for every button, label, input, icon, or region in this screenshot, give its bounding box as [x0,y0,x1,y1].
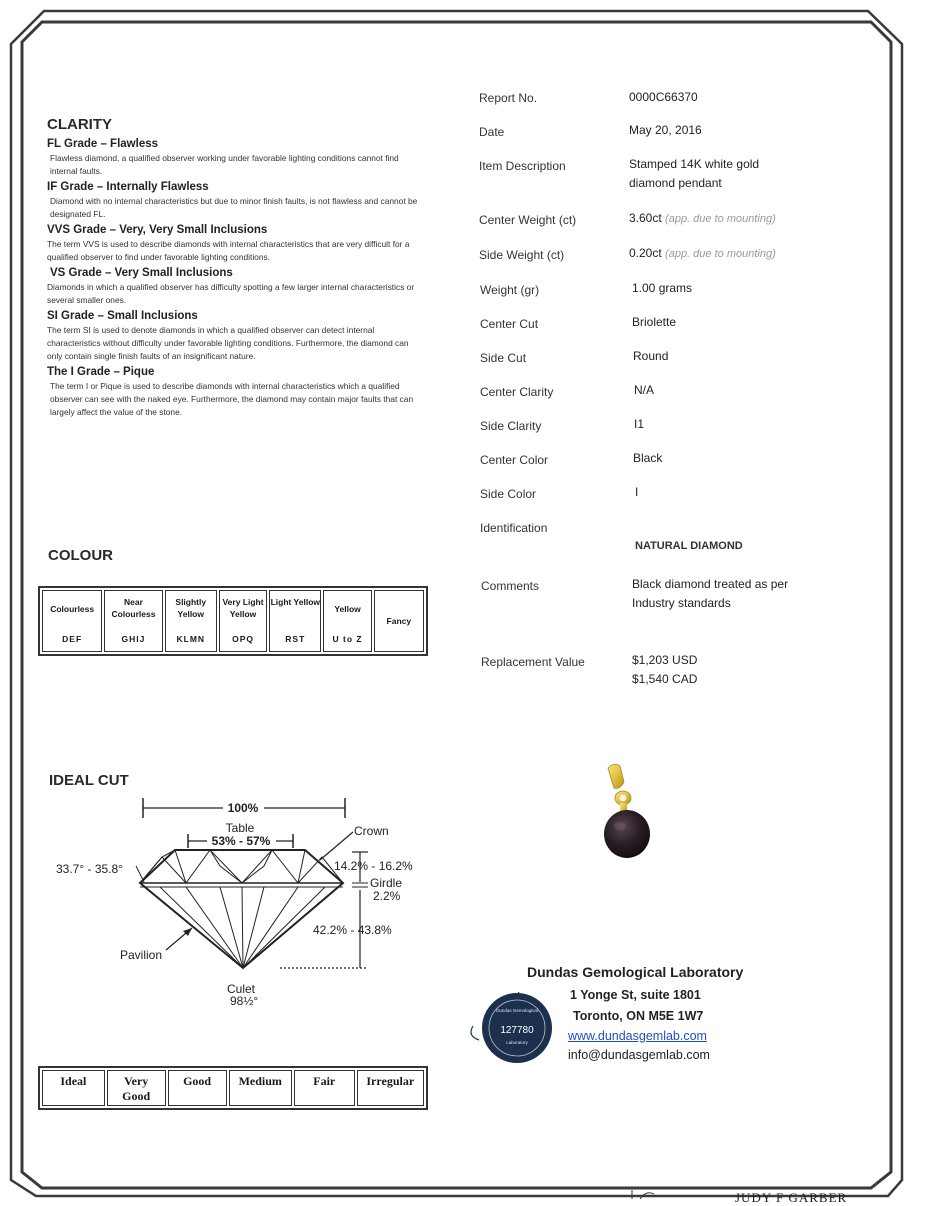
value-center-cut: Briolette [632,315,677,329]
value-center-weight: 3.60ct (app. due to mounting) [629,211,776,225]
colour-heading: COLOUR [48,547,113,564]
dim-pavilion-label: Pavilion [120,948,163,962]
grade-fl-title: FL Grade – Flawless [47,138,159,150]
cut-cell-irregular: Irregular [357,1070,424,1106]
label-center-cut: Center Cut [480,317,539,331]
colour-cell-slightly-yellow: Slightly Yellow KLMN [165,590,217,652]
seal-number: 127780 [500,1025,534,1036]
colour-cell-light-yellow: Light Yellow RST [269,590,321,652]
side-weight-note: (app. due to mounting) [665,248,776,260]
dim-culet-value: 98½° [230,994,259,1008]
value-replacement-usd: $1,203 USD [632,653,698,667]
value-date: May 20, 2016 [629,123,702,137]
colour-cell-very-light-yellow: Very Light Yellow OPQ [219,590,267,652]
colour-cell-near-colourless: Near Colourless GHIJ [104,590,162,652]
label-side-clarity: Side Clarity [480,419,542,433]
dim-crown-label: Crown [354,824,389,838]
label-comments: Comments [481,579,540,593]
label-weight-gr: Weight (gr) [480,283,540,297]
cut-cell-medium: Medium [229,1070,292,1106]
svg-text:Laboratory: Laboratory [506,1040,528,1045]
label-center-clarity: Center Clarity [480,385,554,399]
dim-crown-angle: 33.7° - 35.8° [56,862,123,876]
label-identification: Identification [480,521,548,535]
value-side-clarity: I1 [634,417,645,431]
ideal-cut-heading: IDEAL CUT [49,772,129,789]
value-center-clarity: N/A [634,383,655,397]
lab-name: Dundas Gemological Laboratory [527,964,744,980]
cut-cell-good: Good [168,1070,227,1106]
colour-cell-colourless: Colourless DEF [42,590,102,652]
signature-stroke [630,1190,660,1200]
grade-vs-title: VS Grade – Very Small Inclusions [50,267,233,279]
clarity-heading: CLARITY [47,116,112,133]
dim-girdle-value: 2.2% [373,889,401,903]
value-weight-gr: 1.00 grams [632,281,693,295]
value-report-no: 0000C66370 [629,90,698,104]
diamond-cut-diagram [40,790,440,1020]
dim-girdle-label: Girdle [370,876,403,890]
lab-email: info@dundasgemlab.com [568,1048,710,1062]
label-side-cut: Side Cut [480,351,527,365]
lab-address-line1: 1 Yonge St, suite 1801 [570,988,701,1002]
colour-cell-fancy: Fancy [374,590,424,652]
value-identification: NATURAL DIAMOND [635,540,743,552]
grade-vvs-desc: The term VVS is used to describe diamonds with internal characteristics that are very difficult for a qualified observer to find under favorable lighting conditions. [47,239,410,262]
lab-website-link[interactable]: www.dundasgemlab.com [568,1029,707,1043]
label-center-weight: Center Weight (ct) [479,213,577,227]
label-item-description: Item Description [479,159,566,173]
label-side-color: Side Color [480,487,537,501]
grade-si-desc: The term SI is used to denote diamonds in which a qualified observer can detect internal characteristics without difficulty under favorable lighting conditions. Furthermore, the diamond can only contain single finish faults of an insignificant nature. [47,325,409,361]
label-side-weight: Side Weight (ct) [479,248,565,262]
value-side-cut: Round [633,349,669,363]
value-comments: Black diamond treated as per Industry standards [632,577,789,610]
grade-si-title: SI Grade – Small Inclusions [47,310,198,322]
value-replacement-cad: $1,540 CAD [632,672,698,686]
label-replacement-value: Replacement Value [481,655,585,669]
cut-cell-ideal: Ideal [42,1070,105,1106]
value-side-weight: 0.20ct (app. due to mounting) [629,246,776,260]
colour-scale-table [38,586,428,656]
grade-vvs-title: VVS Grade – Very, Very Small Inclusions [47,224,268,236]
colour-cell-yellow: Yellow U to Z [323,590,371,652]
value-side-color: I [635,485,639,499]
cut-cell-fair: Fair [294,1070,355,1106]
value-item-description: Stamped 14K white gold diamond pendant [629,157,760,190]
grade-if-desc: Diamond with no internal characteristics but due to minor finish faults, is not flawless and cannot be designated FL. [50,196,418,219]
dim-culet-label: Culet [227,982,256,996]
grade-if-title: IF Grade – Internally Flawless [47,181,209,193]
dim-table-label: Table [225,821,255,835]
dim-crown-height: 14.2% - 16.2% [334,859,413,873]
label-date: Date [479,125,505,139]
grade-fl-desc: Flawless diamond, a qualified observer working under favorable lighting conditions cannot find internal faults. [50,153,399,176]
grade-i-title: The I Grade – Pique [47,366,155,378]
clarity-grade-list [47,138,425,419]
cut-grade-table [38,1066,428,1110]
pendant-image [580,760,680,880]
label-center-color: Center Color [480,453,549,467]
center-weight-note: (app. due to mounting) [665,213,776,225]
dim-pavilion-depth: 42.2% - 43.8% [313,923,392,937]
grade-i-desc: The term I or Pique is used to describe diamonds with internal characteristics which a qualified observer can see with the naked eye. Furthermore, the diamond may contain major faults that can largely affect the value of the stone. [50,381,414,417]
lab-seal [465,988,560,1068]
label-report-no: Report No. [479,91,538,105]
lab-address-line2: Toronto, ON M5E 1W7 [573,1009,704,1023]
signature-name: JUDY F GARBER [735,1190,848,1205]
cut-cell-very-good: Very Good [107,1070,166,1106]
value-center-color: Black [633,451,663,465]
grade-vs-desc: Diamonds in which a qualified observer has difficulty spotting a few larger internal characteristics or several smaller ones. [47,282,415,305]
svg-text:Dundas Gemological: Dundas Gemological [496,1008,538,1013]
dim-table-range: 53% - 57% [211,834,271,848]
dim-total-label: 100% [227,801,259,815]
